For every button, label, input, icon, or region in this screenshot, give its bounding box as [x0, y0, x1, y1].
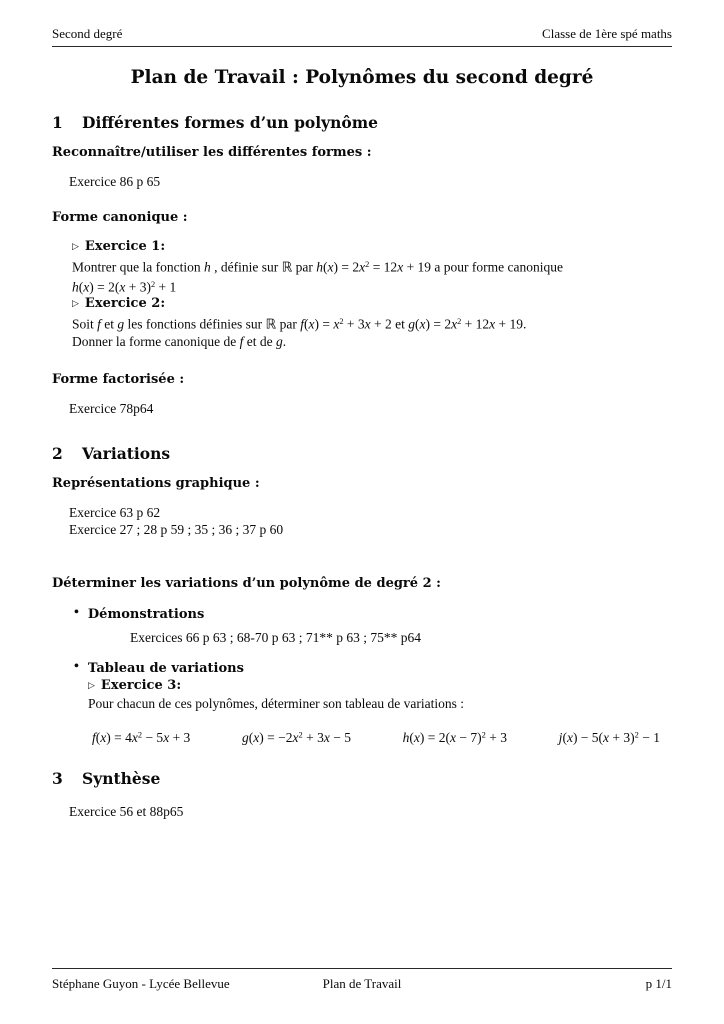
tableau-variations-label: Tableau de variations — [87, 660, 244, 676]
exercise-ref-27-37: Exercice 27 ; 28 p 59 ; 35 ; 36 ; 37 p 60 — [69, 521, 284, 537]
formulas-row — [92, 730, 660, 746]
exercice-1-block — [72, 238, 672, 350]
bullet-icon: • — [74, 604, 79, 620]
section-1-number: 1 — [52, 113, 63, 132]
footer-author: Stéphane Guyon - Lycée Bellevue — [52, 976, 230, 991]
formula-g: $g(x) = -2x^2 + 3x - 5$ — [242, 729, 351, 745]
formula-h: $h(x) = 2(x - 7)^2 + 3$ — [402, 729, 507, 745]
page-title: Plan de Travail : Polynômes du second degré — [130, 67, 594, 88]
page-content — [52, 112, 672, 820]
section-1-title: Différentes formes d’un polynôme — [82, 113, 379, 132]
exercice-1-label-row — [72, 238, 672, 256]
section-2-heading — [52, 443, 672, 464]
triangle-bullet-icon: ▷ — [72, 298, 79, 309]
exercice-1-text-line-1: Montrer que la fonction h , définie sur ℝ par $h(x) = 2x^2 = 12x + 19$ a pour forme canonique — [72, 259, 563, 275]
exercice-3-block — [88, 677, 672, 712]
formula-f: $f(x) = 4x^2 - 5x + 3$ — [92, 729, 191, 745]
exercice-3-label: Exercice 3: — [100, 677, 182, 693]
subheading-forme-canonique: Forme canonique : — [52, 210, 188, 225]
subheading-determiner-variations: Déterminer les variations d’un polynôme de degré 2 : — [52, 575, 441, 591]
demonstrations-exercises: Exercices 66 p 63 ; 68-70 p 63 ; 71** p 63 ; 75** p64 — [130, 629, 421, 645]
exercice-1-text-line-2: $h(x) = 2(x + 3)^2 + 1$ — [72, 279, 177, 295]
exercice-1-label: Exercice 1: — [84, 239, 166, 254]
exercice-3-label-row — [88, 677, 672, 695]
section-2-title: Variations — [82, 443, 171, 463]
exercice-2-label: Exercice 2: — [84, 296, 166, 312]
header-left-text: Second degré — [52, 26, 123, 41]
exercise-ref-78: Exercice 78p64 — [69, 400, 154, 416]
exercice-3-intro: Pour chacun de ces polynômes, déterminer son tableau de variations : — [88, 695, 465, 711]
formula-j: $j(x) - 5(x + 3)^2 - 1$ — [558, 729, 660, 745]
section-3-title: Synthèse — [82, 768, 161, 788]
section-1-heading — [52, 112, 672, 133]
exercice-2-text-line-2: Donner la forme canonique de f et de g. — [72, 333, 287, 349]
bullet-icon: • — [74, 658, 79, 674]
section-3-heading — [52, 768, 672, 789]
page-footer — [52, 968, 672, 992]
exercice-2-label-row — [72, 295, 672, 313]
footer-page-number: p 1/1 — [645, 976, 673, 991]
exercise-ref-86: Exercice 86 p 65 — [69, 174, 161, 189]
exercice-2-text-line-1: Soit f et g les fonctions définies sur ℝ par $f(x) = x^2 + 3x + 2$ et $g(x) = 2x^2 + 12x + 19$. — [72, 316, 527, 332]
bullet-item-demonstrations — [74, 606, 672, 623]
section-3-number: 3 — [52, 768, 63, 788]
bullet-item-tableau-variations — [74, 660, 672, 677]
subheading-representations-graphique: Représentations graphique : — [52, 475, 260, 491]
footer-document-name: Plan de Travail — [322, 976, 402, 991]
subheading-reconnaitre-formes: Reconnaître/utiliser les différentes formes : — [52, 145, 372, 160]
exercise-ref-56-88: Exercice 56 et 88p65 — [69, 803, 184, 819]
triangle-bullet-icon: ▷ — [72, 241, 79, 251]
exercise-ref-63: Exercice 63 p 62 — [69, 504, 161, 520]
triangle-bullet-icon: ▷ — [88, 679, 95, 690]
subheading-forme-factorisee: Forme factorisée : — [52, 371, 185, 387]
header-right-text: Classe de 1ère spé maths — [542, 26, 672, 41]
section-2-number: 2 — [52, 443, 63, 463]
demonstrations-label: Démonstrations — [87, 606, 205, 622]
page-header — [52, 26, 672, 47]
